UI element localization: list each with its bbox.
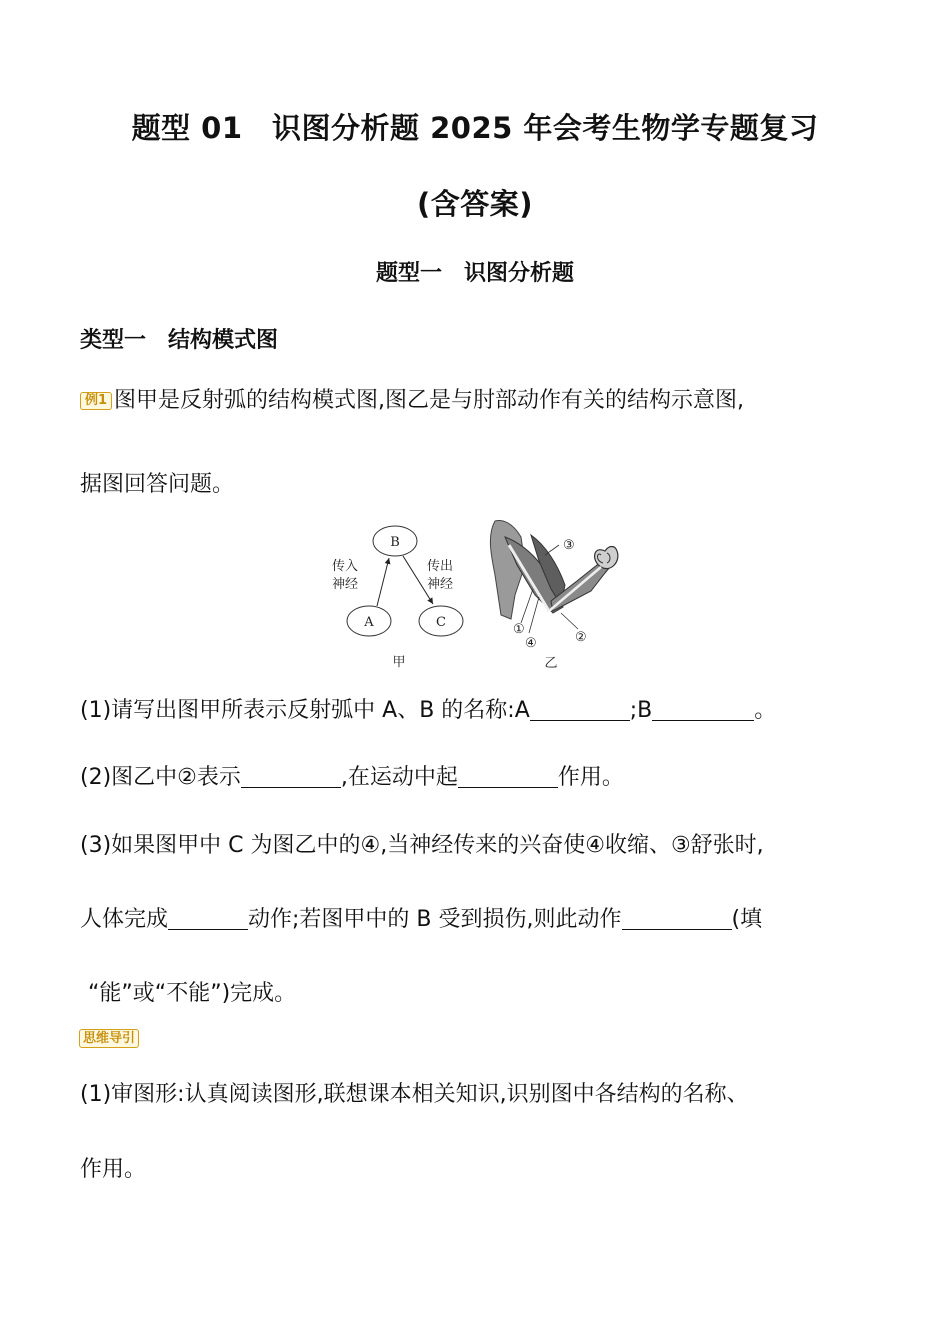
question-2-text-a: (2)图乙中②表示 (80, 765, 241, 790)
figure-jia (332, 526, 463, 670)
node-c-label: C (436, 615, 446, 630)
guide-line2: 作用。 (80, 1157, 147, 1182)
question-2-text-b: ,在运动中起 (340, 765, 458, 790)
answer-blank-a[interactable] (530, 700, 630, 721)
label-3: ③ (563, 538, 575, 553)
reflex-arc-figure (325, 515, 625, 675)
efferent-label-1: 传出 (427, 559, 454, 574)
question-1-text-a: (1)请写出图甲所表示反射弧中 A、B 的名称:A (80, 698, 530, 723)
afferent-label-1: 传入 (332, 559, 359, 574)
example-stem-line2: 据图回答问题。 (80, 472, 235, 497)
question-3-line3: “能”或“不能”)完成。 (88, 981, 297, 1006)
example-badge: 例1 (80, 392, 112, 410)
afferent-label-2: 神经 (332, 577, 359, 592)
document-title-suffix: (含答案) (416, 187, 533, 221)
figure-yi-caption: 乙 (544, 656, 558, 671)
answer-blank-action[interactable] (168, 909, 248, 930)
question-3-text-c: (填 (731, 907, 763, 932)
label-4: ④ (525, 636, 537, 651)
question-1 (80, 693, 776, 724)
figure-yi-arm-illustration (490, 521, 618, 671)
section-heading: 类型一 结构模式图 (80, 328, 279, 353)
answer-blank-can[interactable] (622, 909, 732, 930)
guide-line1: (1)审图形:认真阅读图形,联想课本相关知识,识别图中各结构的名称、 (80, 1082, 749, 1107)
question-3-line1: (3)如果图甲中 C 为图乙中的④,当神经传来的兴奋使④收缩、③舒张时, (80, 833, 764, 858)
node-a-label: A (364, 615, 374, 630)
question-3-text-b: 动作;若图甲中的 B 受到损伤,则此动作 (248, 907, 622, 932)
answer-blank-b[interactable] (652, 700, 754, 721)
label-1: ① (513, 622, 525, 637)
answer-blank-structure[interactable] (241, 767, 341, 788)
question-3-text-a: 人体完成 (80, 907, 169, 932)
question-type-heading: 题型一 识图分析题 (375, 261, 574, 286)
question-2-text-c: 作用。 (557, 765, 624, 790)
example-stem-line1 (80, 383, 744, 414)
node-b-label: B (390, 535, 400, 550)
answer-blank-function[interactable] (458, 767, 558, 788)
document-title: 题型 01 识图分析题 2025 年会考生物学专题复习 (131, 111, 819, 145)
question-1-text-c: 。 (754, 698, 777, 723)
figure-svg (325, 515, 625, 675)
question-2 (80, 760, 624, 791)
label-2: ② (575, 630, 587, 645)
example-stem-text: 图甲是反射弧的结构模式图,图乙是与肘部动作有关的结构示意图, (114, 388, 745, 413)
figure-jia-caption: 甲 (392, 655, 406, 670)
question-1-text-b: ;B (629, 698, 653, 723)
thinking-guide-badge: 思维导引 (79, 1029, 139, 1048)
efferent-label-2: 神经 (427, 577, 454, 592)
question-3-line2 (80, 902, 762, 933)
afferent-arrow (377, 558, 389, 606)
